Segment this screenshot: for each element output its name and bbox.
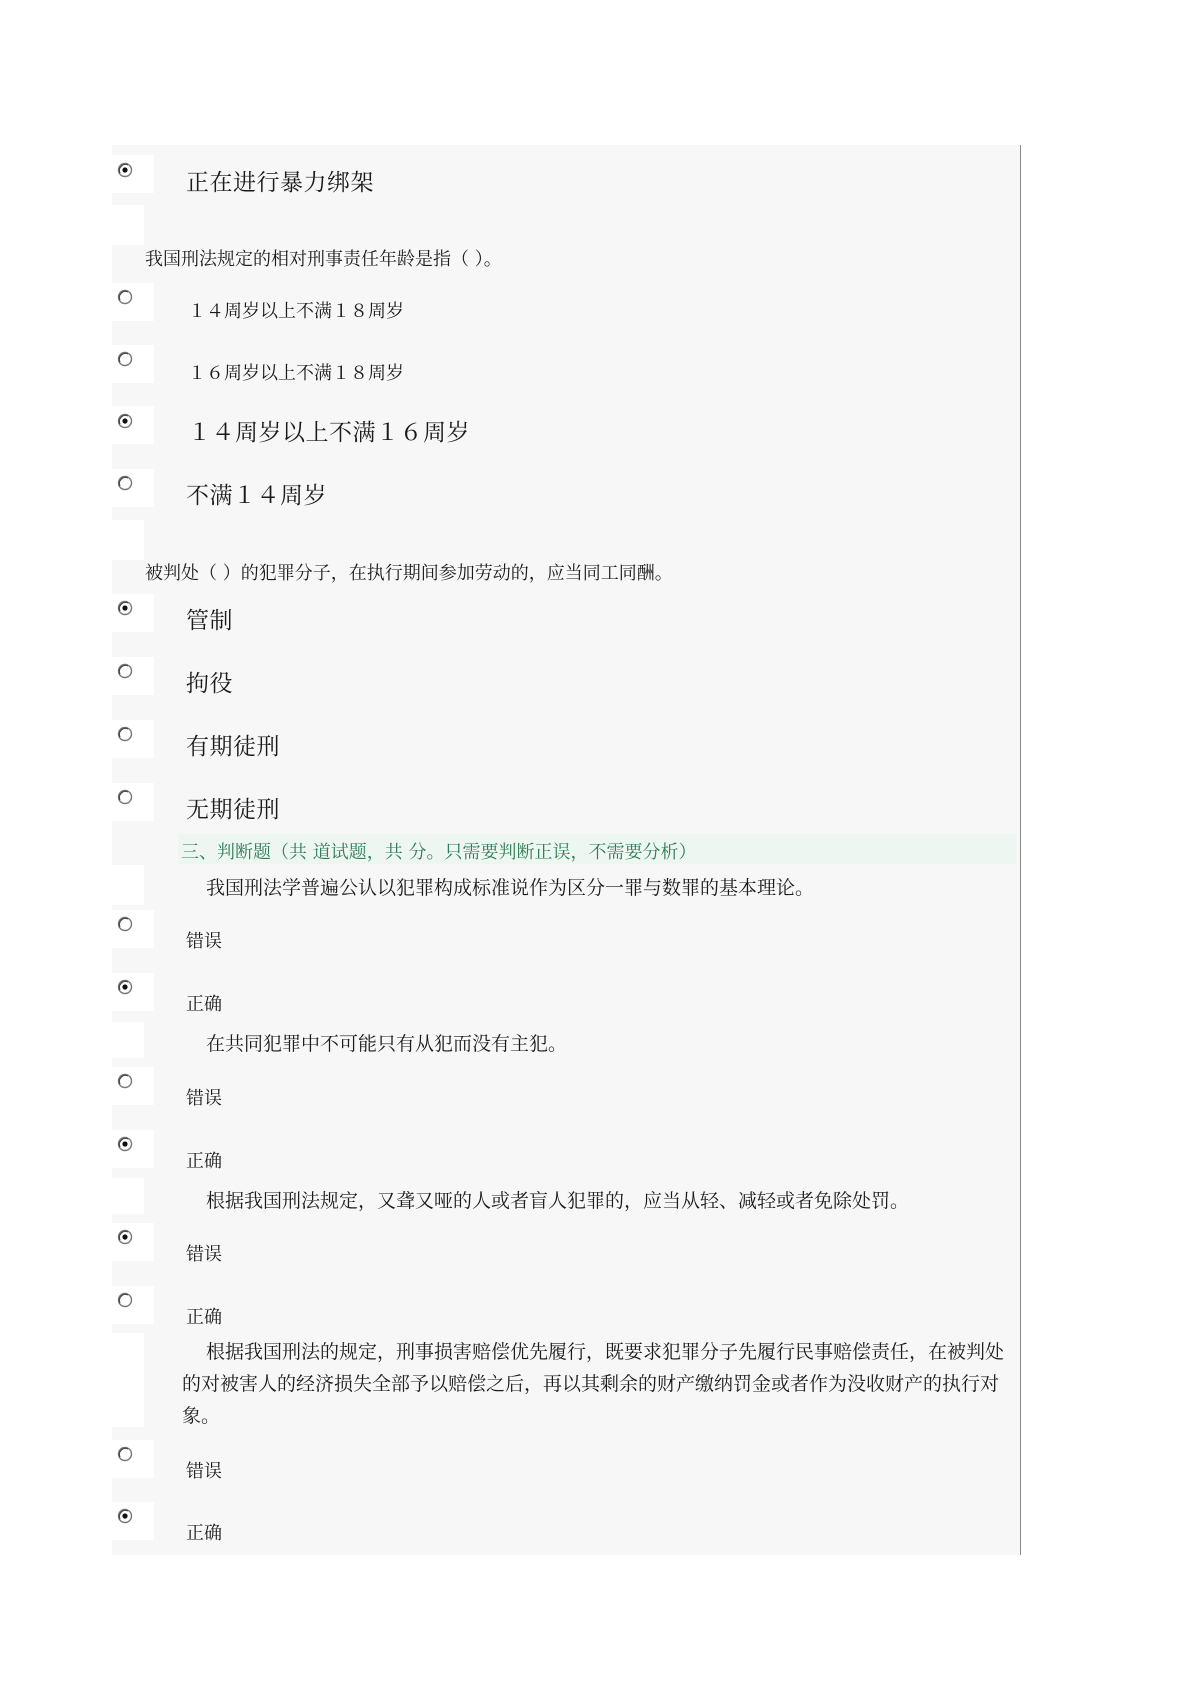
section3-header: 三、判断题（共 道试题，共 分。只需要判断正误，不需要分析） [181,842,697,863]
q2-option-1-label: 拘役 [186,671,233,697]
tf-1-option-0-radio[interactable] [117,1073,133,1089]
q0-option-label: 正在进行暴力绑架 [186,170,374,196]
tf-2-stem: 根据我国刑法规定，又聋又哑的人或者盲人犯罪的，应当从轻、减轻或者免除处罚。 [206,1190,910,1212]
q2-option-0-label: 管制 [186,608,233,634]
q2-option-1-radio[interactable] [117,663,133,679]
radio-unchecked-icon [117,289,133,305]
tf-0-option-1-radio[interactable] [117,979,133,995]
tf-3-stem-text: 根据我国刑法的规定，刑事损害赔偿优先履行，既要求犯罪分子先履行民事赔偿责任，在被判处的对被害人的经济损失全部予以赔偿之后，再以其剩余的财产缴纳罚金或者作为没收财产的执行对象。 [182,1341,1005,1427]
radio-unchecked-icon [117,351,133,367]
radio-unchecked-icon [117,1073,133,1089]
q1-option-3-label: 不满１４周岁 [186,483,327,509]
q2-option-2-radio[interactable] [117,726,133,742]
spacer [112,520,144,560]
q2-option-3-radio[interactable] [117,789,133,805]
tf-0-option-0-radio[interactable] [117,916,133,932]
spacer [112,205,144,245]
q1-option-2-radio[interactable] [117,413,133,429]
q1-option-2-label: １４周岁以上不满１６周岁 [188,420,470,446]
tf-1-option-1-radio[interactable] [117,1136,133,1152]
q1-option-1-label: １６周岁以上不满１８周岁 [188,363,404,384]
q1-stem: 我国刑法规定的相对刑事责任年龄是指（ ）。 [145,249,502,270]
spacer [112,865,144,905]
tf-0-stem: 我国刑法学普遍公认以犯罪构成标准说作为区分一罪与数罪的基本理论。 [206,877,815,899]
tf-0-option-1-label: 正确 [186,994,222,1015]
tf-3-option-0-label: 错误 [186,1461,222,1482]
tf-1-option-0-label: 错误 [186,1088,222,1109]
radio-unchecked-icon [117,663,133,679]
radio-checked-icon [117,413,133,429]
tf-3-stem [182,1336,1022,1432]
radio-checked-icon [117,979,133,995]
radio-unchecked-icon [117,916,133,932]
tf-3-option-1-label: 正确 [186,1523,222,1544]
q2-stem: 被判处（ ）的犯罪分子，在执行期间参加劳动的，应当同工同酬。 [145,563,673,584]
tf-1-option-1-label: 正确 [186,1151,222,1172]
q2-option-0-radio[interactable] [117,600,133,616]
tf-2-option-0-radio[interactable] [117,1229,133,1245]
radio-checked-icon [117,600,133,616]
spacer [112,1333,144,1427]
tf-3-option-1-radio[interactable] [117,1508,133,1524]
radio-unchecked-icon [117,726,133,742]
radio-checked-icon [117,162,133,178]
tf-2-option-1-label: 正确 [186,1307,222,1328]
radio-unchecked-icon [117,789,133,805]
q1-option-1-radio[interactable] [117,351,133,367]
radio-unchecked-icon [117,1446,133,1462]
q2-option-2-label: 有期徒刑 [186,734,280,760]
radio-checked-icon [117,1508,133,1524]
radio-checked-icon [117,1136,133,1152]
q1-option-3-radio[interactable] [117,475,133,491]
tf-0-option-0-label: 错误 [186,931,222,952]
spacer [112,1022,144,1058]
q1-option-0-label: １４周岁以上不满１８周岁 [188,301,404,322]
tf-3-option-0-radio[interactable] [117,1446,133,1462]
q1-option-0-radio[interactable] [117,289,133,305]
tf-1-stem: 在共同犯罪中不可能只有从犯而没有主犯。 [206,1033,568,1055]
spacer [112,1178,144,1214]
tf-2-option-1-radio[interactable] [117,1292,133,1308]
radio-unchecked-icon [117,1292,133,1308]
q0-radio[interactable] [117,162,133,178]
tf-2-option-0-label: 错误 [186,1244,222,1265]
radio-checked-icon [117,1229,133,1245]
radio-unchecked-icon [117,475,133,491]
q2-option-3-label: 无期徒刑 [186,797,280,823]
